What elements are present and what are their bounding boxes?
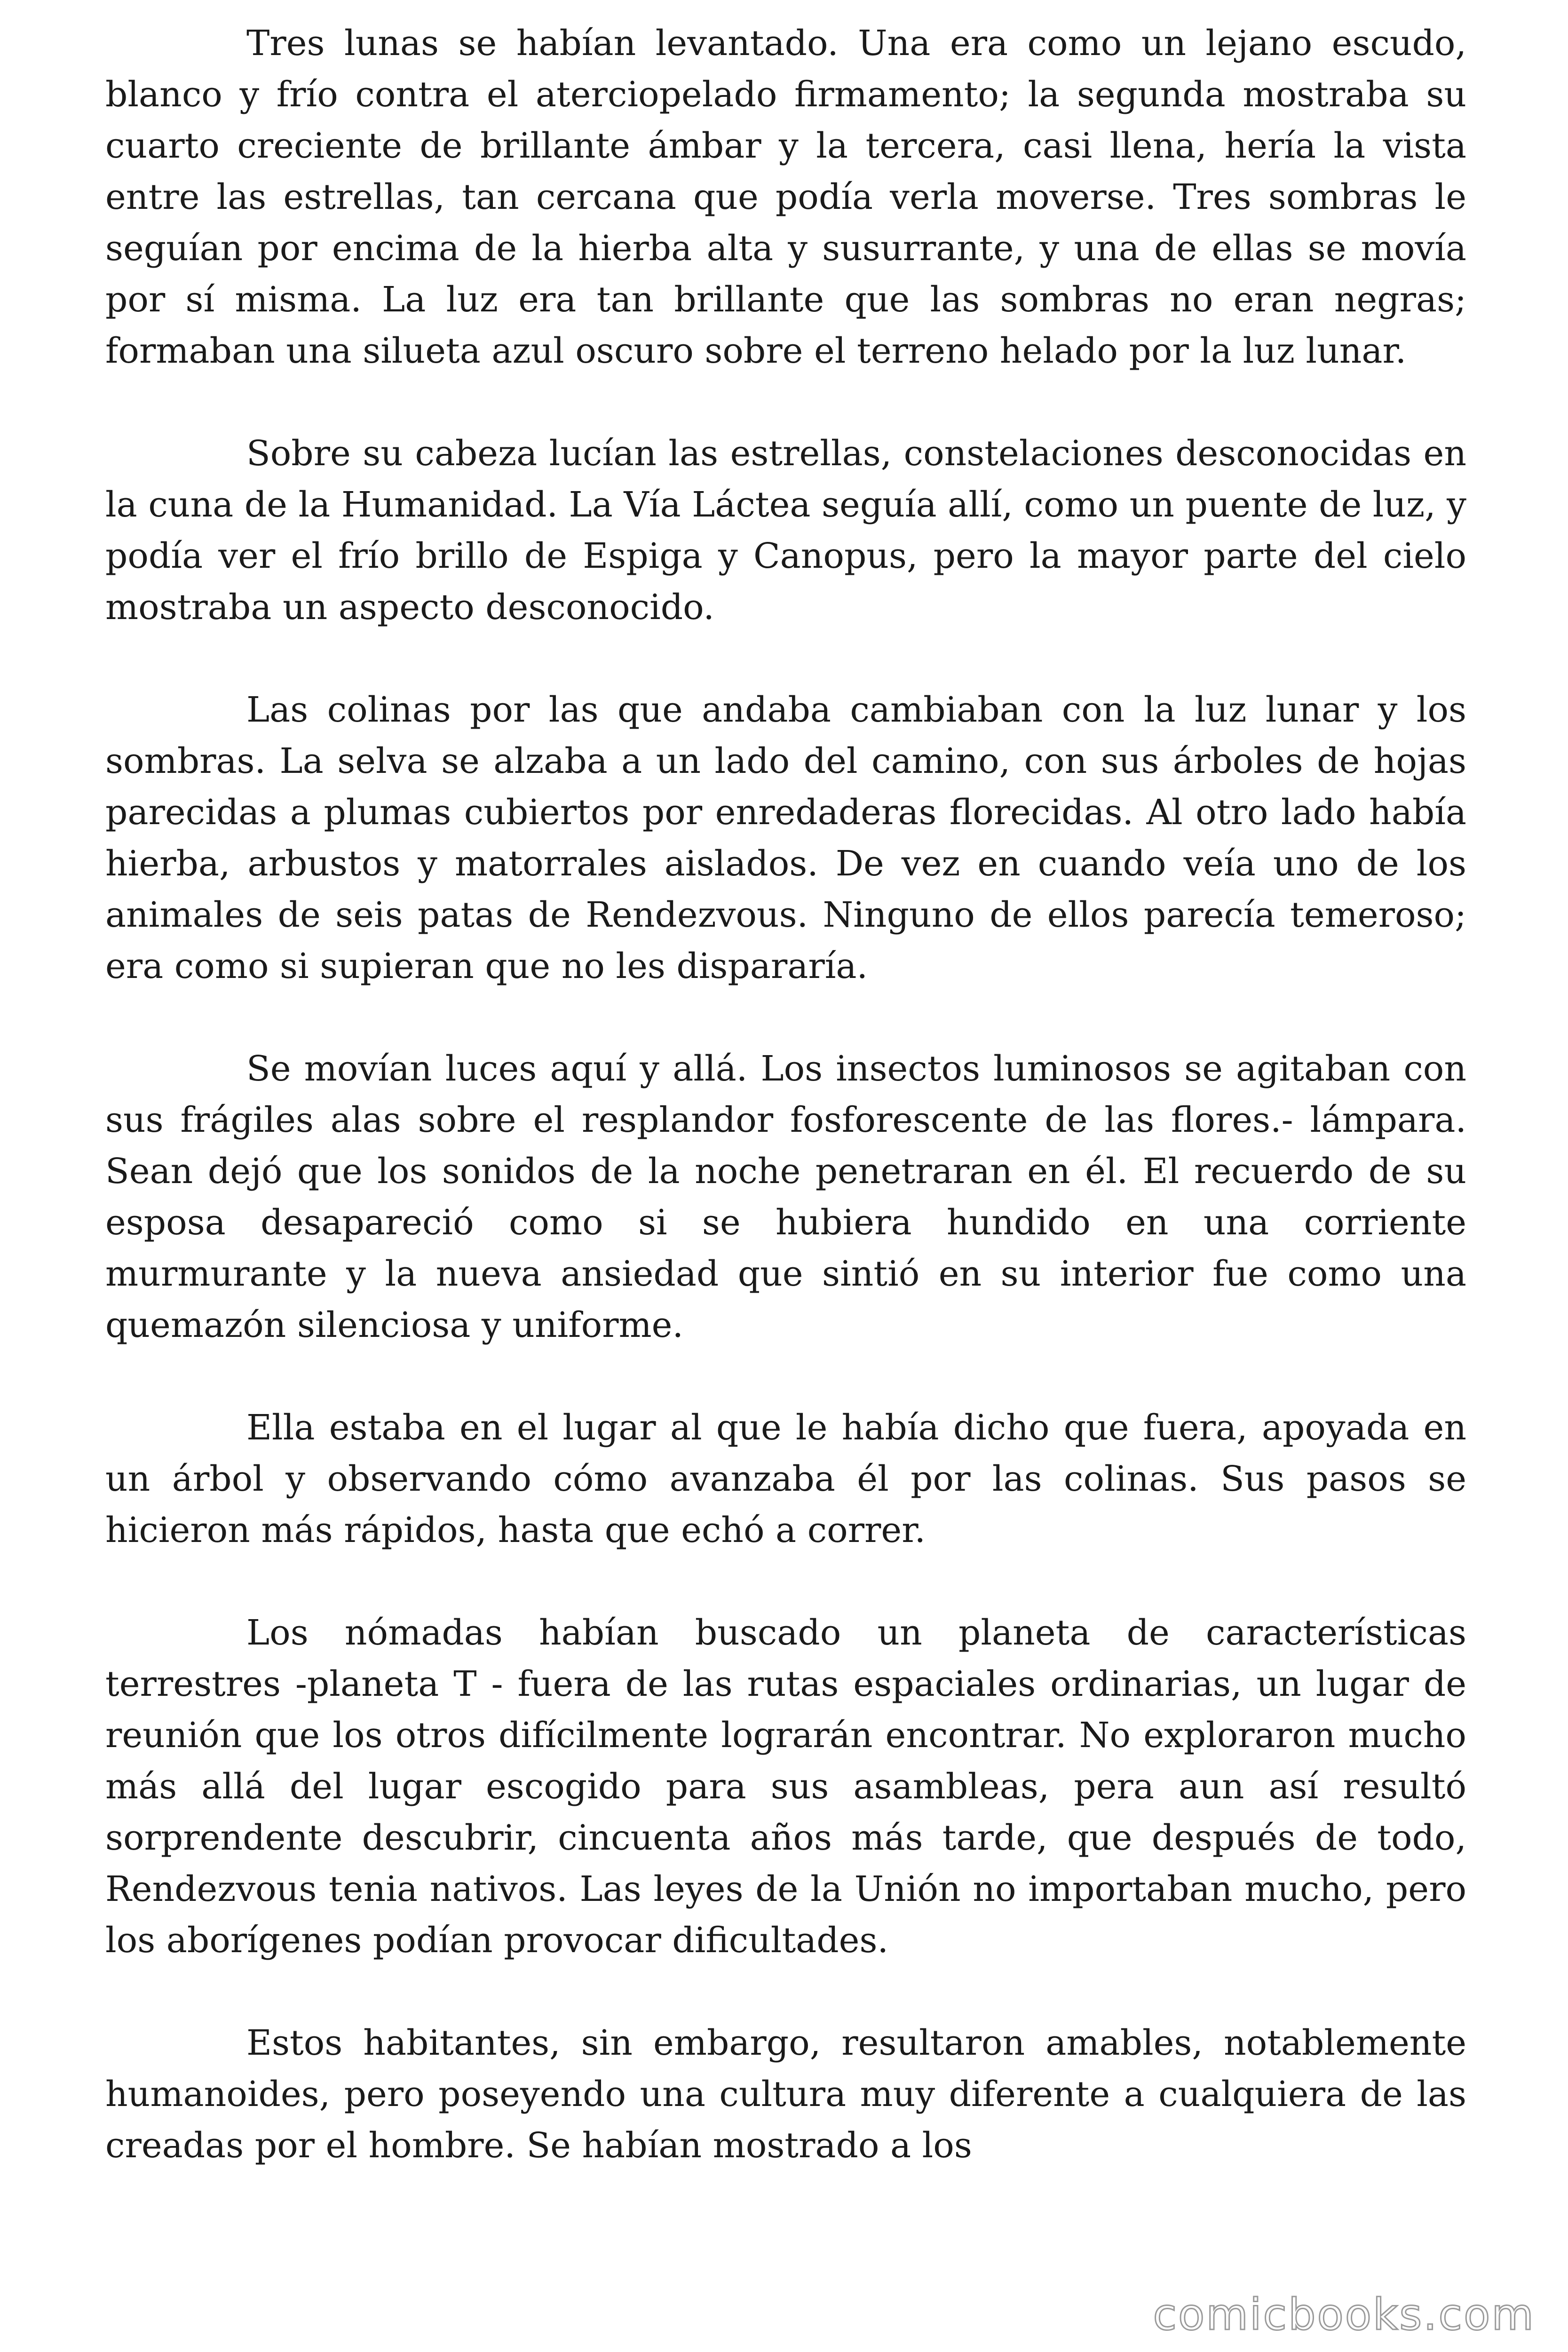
paragraph-1: Tres lunas se habían levantado. Una era como un lejano escudo, blanco y frío contra el aterciopelado firmamento; la segunda mostraba su cuarto creciente de brillante ámbar y la tercera, casi llena, hería la vista entre las estrellas, tan cercana que podía verla moverse. Tres sombras le seguían por encima de la hierba alta y susurrante, y una de ellas se movía por sí misma. La luz era tan brillante que las sombras no eran negras; formaban una silueta azul oscuro sobre el terreno helado por la luz lunar. [105,23,1466,371]
watermark: comicbooks.com [1153,2289,1535,2340]
paragraph-2: Sobre su cabeza lucían las estrellas, constelaciones desconocidas en la cuna de la Humanidad. La Vía Láctea seguía allí, como un puente de luz, y podía ver el frío brillo de Espiga y Canopus, pero la mayor parte del cielo mostraba un aspecto desconocido. [105,433,1466,628]
paragraph-6: Los nómadas habían buscado un planeta de características terrestres -planeta T - fuera de las rutas espaciales ordinarias, un lugar de reunión que los otros difícilmente lograrán encontrar. No exploraron mucho más allá del lugar escogido para sus asambleas, pera aun así resultó sorprendente descubrir, cincuenta años más tarde, que después de todo, Rendezvous tenia nativos. Las leyes de la Unión no importaban mucho, pero los aborígenes podían provocar dificultades. [105,1613,1466,1961]
paragraph-7: Estos habitantes, sin embargo, resultaron amables, notablemente humanoides, pero poseyendo una cultura muy diferente a cualquiera de las creadas por el hombre. Se habían mostrado a los [105,2023,1466,2166]
paragraph-3: Las colinas por las que andaba cambiaban con la luz lunar y los sombras. La selva se alzaba a un lado del camino, con sus árboles de hojas parecidas a plumas cubiertos por enredaderas florecidas. Al otro lado había hierba, arbustos y matorrales aislados. De vez en cuando veía uno de los animales de seis patas de Rendezvous. Ninguno de ellos parecía temeroso; era como si supieran que no les dispararía. [105,690,1466,986]
paragraph-4: Se movían luces aquí y allá. Los insectos luminosos se agitaban con sus frágiles alas sobre el resplandor fosforescente de las flores.- lámpara. Sean dejó que los sonidos de la noche penetraran en él. El recuerdo de su esposa desapareció como si se hubiera hundido en una corriente murmurante y la nueva ansiedad que sintió en su interior fue como una quemazón silenciosa y uniforme. [105,1049,1466,1345]
paragraph-5: Ella estaba en el lugar al que le había dicho que fuera, apoyada en un árbol y observando cómo avanzaba él por las colinas. Sus pasos se hicieron más rápidos, hasta que echó a correr. [105,1407,1466,1550]
page-text [105,18,1466,2171]
